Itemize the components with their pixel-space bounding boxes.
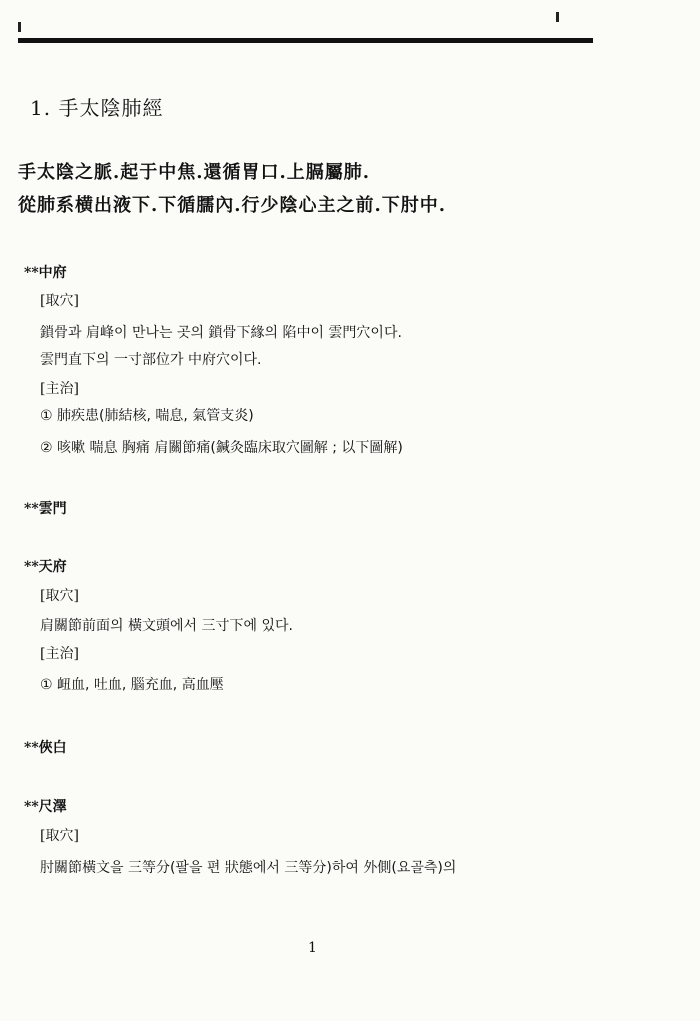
ink-speck (556, 12, 559, 22)
point-heading-yunmen: **雲門 (24, 501, 67, 517)
indication-item: ① 肺疾患(肺結核, 喘息, 氣管支炎) (40, 408, 254, 424)
meridian-text-line: 從肺系横出液下.下循臑內.行少陰心主之前.下肘中. (18, 195, 447, 216)
point-heading-chize: **尺澤 (24, 799, 67, 815)
chapter-title: 1. 手太陰肺經 (30, 96, 164, 120)
location-line: 肩關節前面의 橫文頭에서 三寸下에 있다. (40, 618, 293, 634)
point-heading-tianfu: **天府 (24, 559, 67, 575)
location-label: [取穴] (40, 293, 79, 309)
indications-label: [主治] (40, 381, 79, 397)
indication-item: ① 衄血, 吐血, 腦充血, 高血壓 (40, 677, 224, 693)
point-heading-xiabai: **俠白 (24, 740, 67, 756)
location-label: [取穴] (40, 828, 79, 844)
indications-label: [主治] (40, 646, 79, 662)
location-line: 鎖骨과 肩峰이 만나는 곳의 鎖骨下緣의 陷中이 雲門穴이다. (40, 325, 402, 341)
top-rule (18, 38, 593, 43)
point-heading-zhongfu: **中府 (24, 265, 67, 281)
location-label: [取穴] (40, 588, 79, 604)
page-number: 1 (308, 940, 317, 956)
location-line: 肘關節橫文을 三等分(팔을 편 狀態에서 三等分)하여 外側(요골측)의 (40, 860, 457, 876)
indication-item: ② 咳嗽 喘息 胸痛 肩關節痛(鍼灸臨床取穴圖解 ; 以下圖解) (40, 440, 403, 456)
ink-speck (18, 22, 21, 32)
meridian-text-line: 手太陰之脈.起于中焦.還循胃口.上膈屬肺. (18, 162, 371, 183)
location-line: 雲門直下의 一寸部位가 中府穴이다. (40, 352, 262, 368)
